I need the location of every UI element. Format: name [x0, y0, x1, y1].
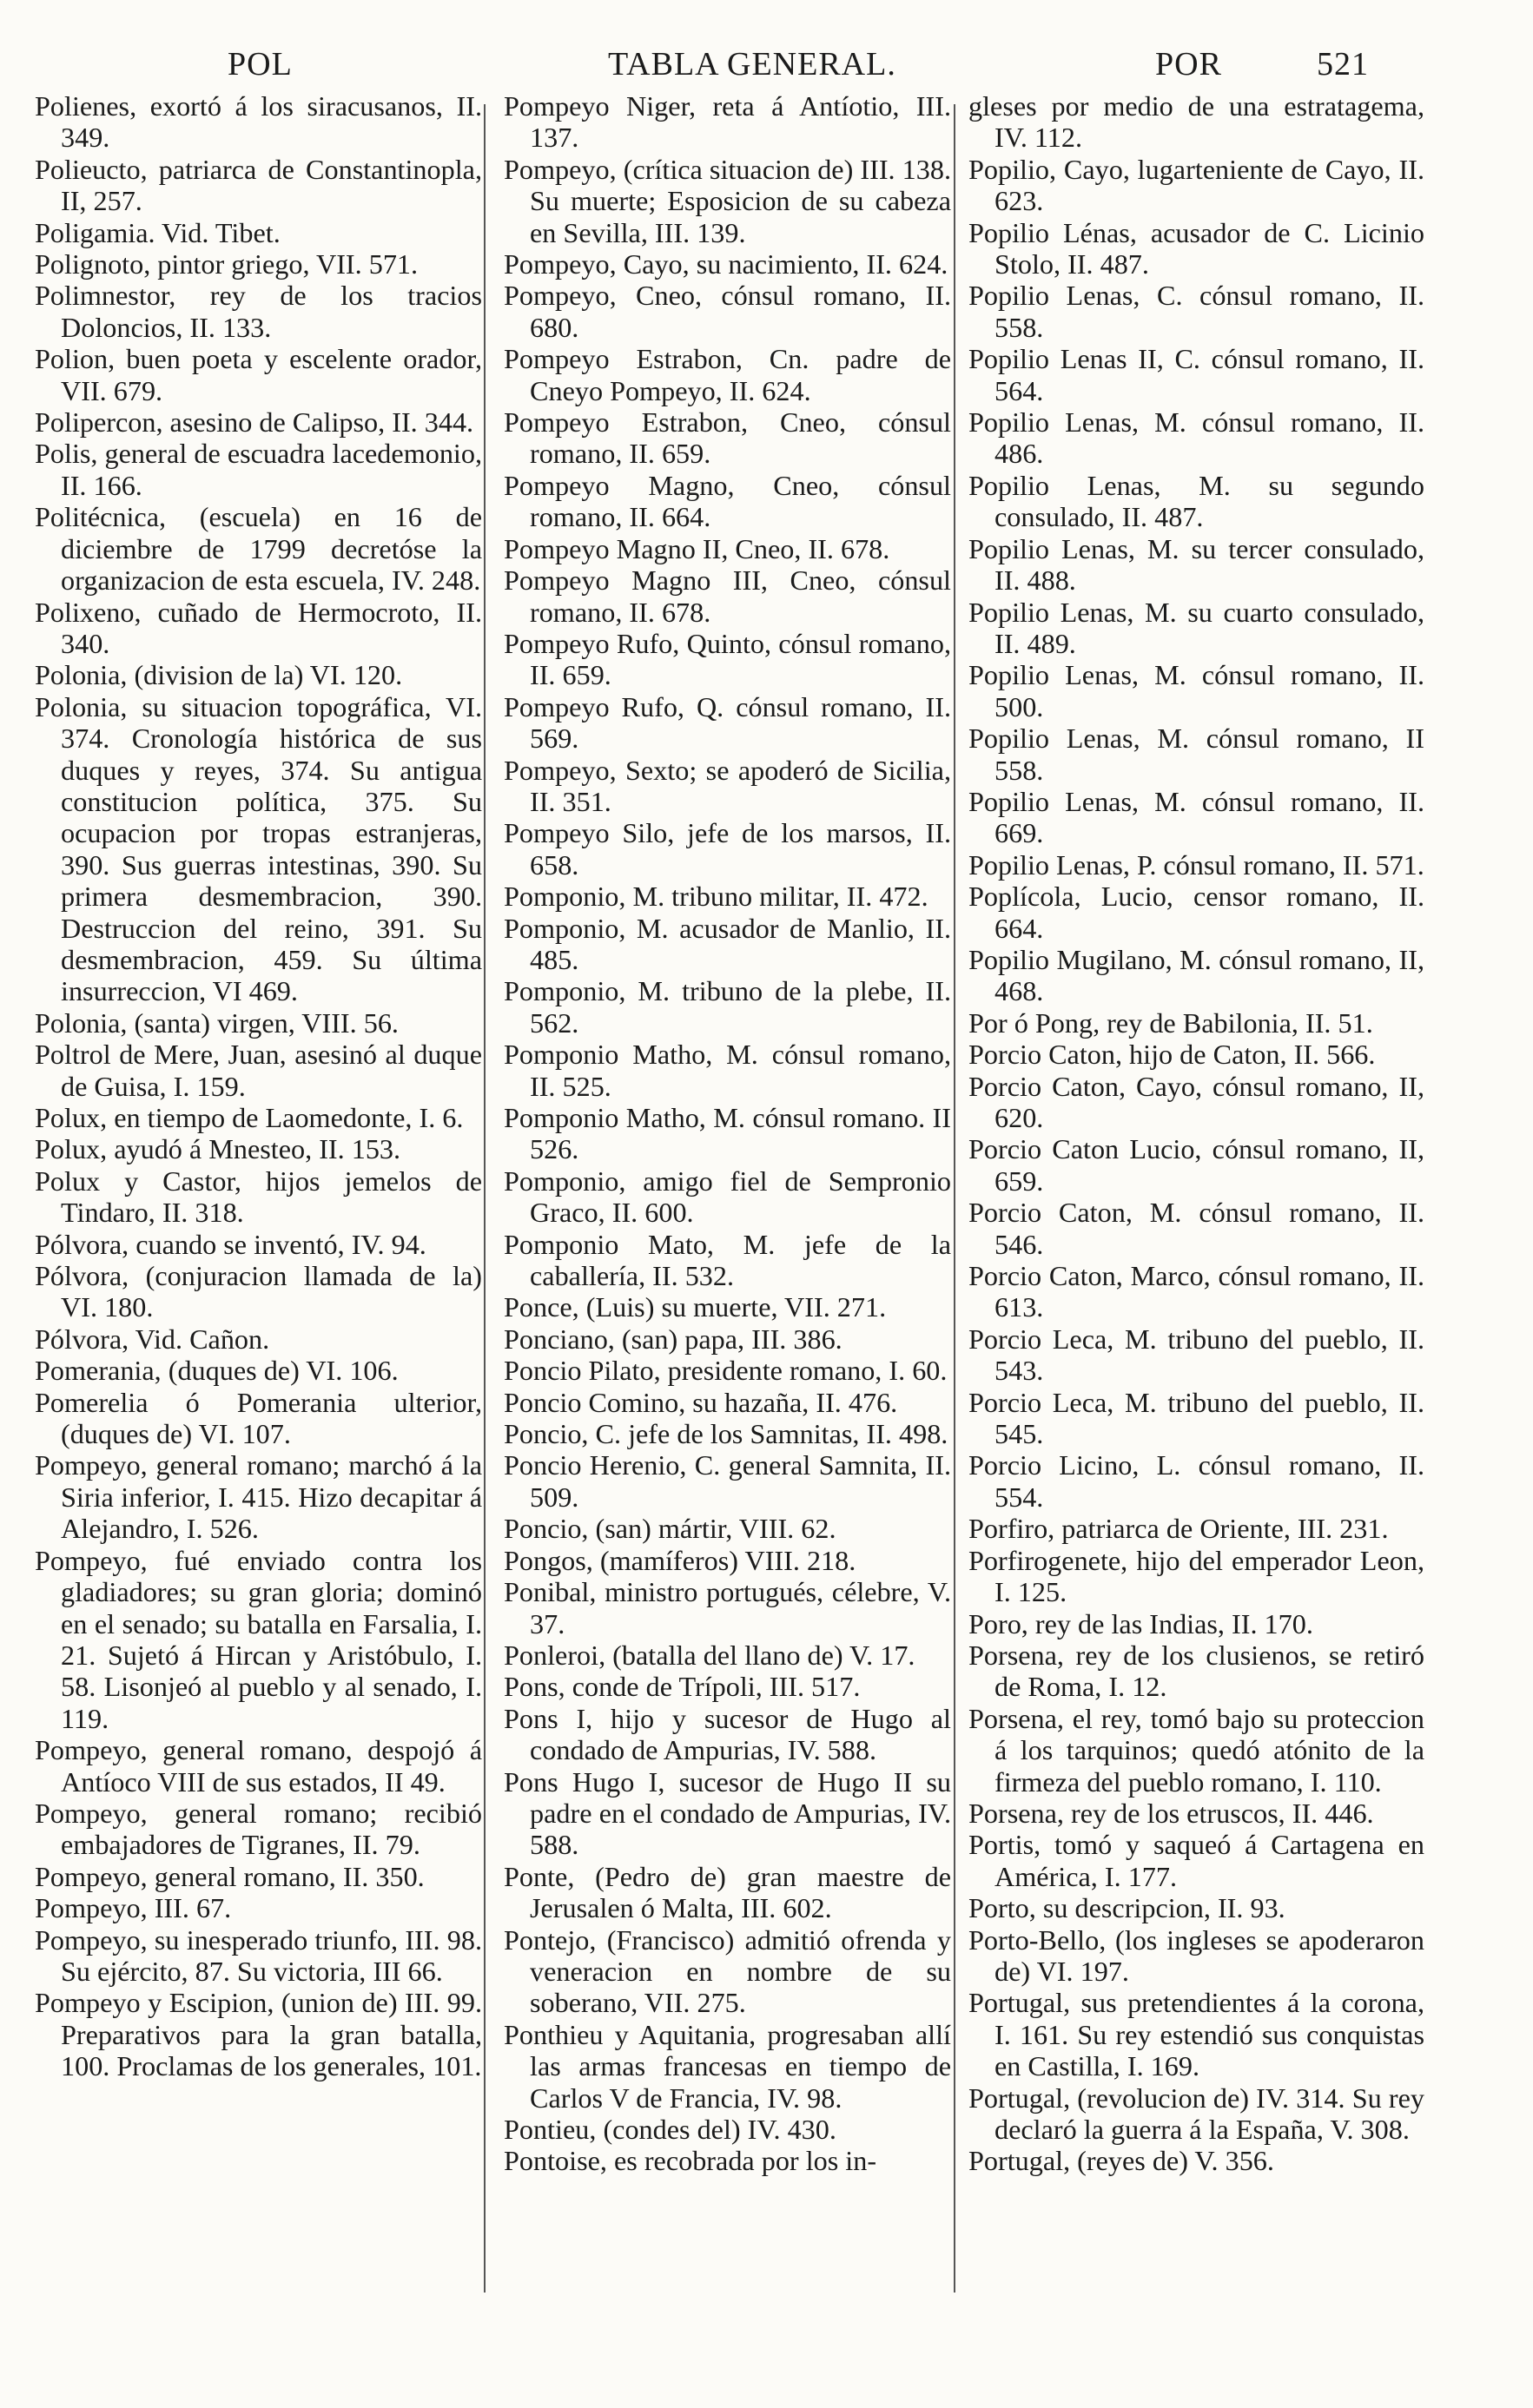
index-entry: Porsena, el rey, tomó bajo su proteccion á los tarquinos; quedó atónito de la firmeza del pueblo romano, I. 110.	[968, 1702, 1424, 1798]
index-entry: Portis, tomó y saqueó á Cartagena en América, I. 177.	[968, 1829, 1424, 1892]
index-entry: Porcio Caton, Cayo, cónsul romano, II, 620.	[968, 1070, 1424, 1133]
index-entry: Popilio Lenas, M. cónsul romano, II. 486.	[968, 406, 1424, 470]
index-entry: Polis, general de escuadra lacedemonio, II. 166.	[35, 438, 482, 501]
page-number: 521	[1317, 46, 1369, 82]
index-entry: Popilio Mugilano, M. cónsul romano, II, 468.	[968, 943, 1424, 1007]
index-entry: Porsena, rey de los clusienos, se retiró de Roma, I. 12.	[968, 1639, 1424, 1703]
index-entry: Pompeyo Rufo, Quinto, cónsul romano, II. 659.	[504, 627, 951, 691]
index-entry: Poncio, (san) mártir, VIII. 62.	[504, 1513, 836, 1545]
index-entry: Pólvora, (conjuracion llamada de la) VI. 180.	[35, 1260, 482, 1323]
column-divider	[954, 104, 955, 2293]
index-entry: Porcio Caton Lucio, cónsul romano, II, 659.	[968, 1133, 1424, 1197]
index-entry: Popilio Lenas, M. cónsul romano, II 558.	[968, 722, 1424, 786]
index-entry: Porfiro, patriarca de Oriente, III. 231.	[968, 1513, 1389, 1545]
index-entry: Portugal, sus pretendientes á la corona, I. 161. Su rey estendió sus conquistas en Castilla, I. 169.	[968, 1987, 1424, 2082]
index-entry: Pomponio Matho, M. cónsul romano. II 526.	[504, 1102, 951, 1165]
index-entry: Poplícola, Lucio, censor romano, II. 664.	[968, 881, 1424, 944]
index-entry: Ponce, (Luis) su muerte, VII. 271.	[504, 1291, 887, 1323]
index-entry: Poncio Comino, su hazaña, II. 476.	[504, 1386, 898, 1418]
index-entry: Polux, en tiempo de Laomedonte, I. 6.	[35, 1102, 464, 1133]
index-entry: Poncio Herenio, C. general Samnita, II. 509.	[504, 1449, 951, 1513]
index-entry: Pomponio, amigo fiel de Sempronio Graco, II. 600.	[504, 1164, 951, 1229]
index-entry: Pompeyo, Cayo, su nacimiento, II. 624.	[504, 248, 948, 280]
index-column-2	[504, 90, 951, 2177]
index-entry: Porcio Leca, M. tribuno del pueblo, II. 543.	[968, 1323, 1424, 1387]
index-entry: Polixeno, cuñado de Hermocroto, II. 340.	[35, 596, 482, 659]
index-entry: Poltrol de Mere, Juan, asesinó al duque de Guisa, I. 159.	[35, 1039, 482, 1102]
index-entry: Popilio Lénas, acusador de C. Licinio Stolo, II. 487.	[968, 216, 1424, 280]
index-entry: Pons, conde de Trípoli, III. 517.	[504, 1671, 861, 1703]
index-entry: Popilio Lenas, M. su segundo consulado, II. 487.	[968, 469, 1424, 533]
index-entry: Polieucto, patriarca de Constantinopla, II, 257.	[35, 153, 482, 217]
running-head-left: POL	[228, 46, 293, 82]
index-entry: Popilio Lenas, P. cónsul romano, II. 571.	[968, 848, 1424, 881]
column-divider	[484, 104, 486, 2293]
index-entry: Politécnica, (escuela) en 16 de diciembre de 1799 decretóse la organizacion de esta escuela, IV. 248.	[35, 501, 482, 597]
index-entry: Pomponio Mato, M. jefe de la caballería, II. 532.	[504, 1228, 951, 1292]
index-entry: Pompeyo, general romano; recibió embajadores de Tigranes, II. 79.	[35, 1797, 482, 1861]
index-entry: Ponibal, ministro portugués, célebre, V. 37.	[504, 1576, 951, 1639]
index-entry: Poncio, C. jefe de los Samnitas, II. 498.	[504, 1418, 948, 1450]
index-entry: Poro, rey de las Indias, II. 170.	[968, 1607, 1313, 1639]
index-entry: Pompeyo Rufo, Q. cónsul romano, II. 569.	[504, 690, 951, 755]
index-entry: Pompeyo, su inesperado triunfo, III. 98. Su ejército, 87. Su victoria, III 66.	[35, 1923, 482, 1987]
index-entry: Polipercon, asesino de Calipso, II. 344.	[35, 406, 474, 439]
index-entry: Pompeyo, general romano; marchó á la Siria inferior, I. 415. Hizo decapitar á Alejandro, I. 526.	[35, 1449, 482, 1545]
index-entry: Polimnestor, rey de los tracios Doloncios, II. 133.	[35, 280, 482, 343]
index-entry: gleses por medio de una estratagema, IV. 112.	[968, 90, 1424, 154]
index-entry: Popilio Lenas II, C. cónsul romano, II. 564.	[968, 343, 1424, 406]
index-entry: Pomponio, M. tribuno militar, II. 472.	[504, 881, 928, 913]
index-entry: Pomponio, M. tribuno de la plebe, II. 562.	[504, 975, 951, 1039]
index-entry: Popilio Lenas, M. su cuarto consulado, II. 489.	[968, 596, 1424, 659]
index-entry: Pólvora, Vid. Cañon.	[35, 1323, 270, 1355]
index-entry: Pompeyo Silo, jefe de los marsos, II. 658.	[504, 817, 951, 881]
index-entry: Popilio Lenas, M. su tercer consulado, II. 488.	[968, 532, 1424, 597]
index-entry: Popilio Lenas, M. cónsul romano, II. 669.	[968, 785, 1424, 849]
index-entry: Popilio Lenas, M. cónsul romano, II. 500.	[968, 659, 1424, 722]
index-entry: Pompeyo, (crítica situacion de) III. 138. Su muerte; Esposicion de su cabeza en Sevilla, III. 139.	[504, 153, 951, 248]
index-entry: Pompeyo Estrabon, Cn. padre de Cneyo Pompeyo, II. 624.	[504, 343, 951, 406]
index-entry: Polion, buen poeta y escelente orador, VII. 679.	[35, 343, 482, 406]
index-entry: Poncio Pilato, presidente romano, I. 60.	[504, 1355, 948, 1387]
index-entry: Pompeyo Magno II, Cneo, II. 678.	[504, 532, 890, 564]
index-entry: Porto, su descripcion, II. 93.	[968, 1892, 1285, 1924]
index-entry: Pompeyo, fué enviado contra los gladiadores; su gran gloria; dominó en el senado; su batalla en Farsalia, I. 21. Sujetó á Hircan y Aristóbulo, I. 58. Lisonjeó al pueblo y al senado, I. 119.	[35, 1544, 482, 1734]
index-entry: Pomerelia ó Pomerania ulterior, (duques de) VI. 107.	[35, 1386, 482, 1450]
index-entry: Pompeyo Magno, Cneo, cónsul romano, II. 664.	[504, 469, 951, 533]
index-entry: Pólvora, cuando se inventó, IV. 94.	[35, 1228, 426, 1260]
index-entry: Portugal, (reyes de) V. 356.	[968, 2145, 1274, 2177]
index-entry: Porcio Licino, L. cónsul romano, II. 554.	[968, 1449, 1424, 1513]
index-entry: Pomerania, (duques de) VI. 106.	[35, 1355, 399, 1387]
index-entry: Porcio Caton, Marco, cónsul romano, II. 613.	[968, 1260, 1424, 1323]
index-entry: Pompeyo Estrabon, Cneo, cónsul romano, II. 659.	[504, 406, 951, 470]
index-entry: Polux, ayudó á Mnesteo, II. 153.	[35, 1133, 401, 1165]
index-entry: Pomponio, M. acusador de Manlio, II. 485.	[504, 912, 951, 975]
index-entry: Ponleroi, (batalla del llano de) V. 17.	[504, 1639, 915, 1671]
index-entry: Pongos, (mamíferos) VIII. 218.	[504, 1544, 856, 1576]
index-entry: Pompeyo y Escipion, (union de) III. 99. Preparativos para la gran batalla, 100. Proclamas de los generales, 101.	[35, 1987, 482, 2082]
index-entry: Pompeyo, III. 67.	[35, 1892, 232, 1924]
index-entry: Porsena, rey de los etruscos, II. 446.	[968, 1797, 1374, 1829]
index-entry: Pons I, hijo y sucesor de Hugo al condado de Ampurias, IV. 588.	[504, 1702, 951, 1766]
index-entry: Polonia, su situacion topográfica, VI. 374. Cronología histórica de sus duques y reyes, 374. Su antigua constitucion política, 375. Su ocupacion por tropas estranjeras, 390. Sus guerras intestinas, 390. Su primera desmembracion, 390. Destruccion del reino, 391. Su desmembracion, 459. Su última insurreccion, VI 469.	[35, 690, 482, 1007]
index-entry: Popilio Lenas, C. cónsul romano, II. 558.	[968, 280, 1424, 343]
index-entry: Porcio Leca, M. tribuno del pueblo, II. 545.	[968, 1386, 1424, 1450]
index-entry: Polonia, (division de la) VI. 120.	[35, 659, 403, 691]
index-entry: Por ó Pong, rey de Babilonia, II. 51.	[968, 1006, 1373, 1039]
index-entry: Pontieu, (condes del) IV. 430.	[504, 2114, 836, 2145]
running-head-title: TABLA GENERAL.	[608, 46, 896, 82]
index-entry: Porcio Caton, M. cónsul romano, II. 546.	[968, 1197, 1424, 1260]
running-head-right: POR	[1155, 46, 1222, 82]
index-entry: Pomponio Matho, M. cónsul romano, II. 525.	[504, 1039, 951, 1102]
index-entry: Polienes, exortó á los siracusanos, II. 349.	[35, 90, 482, 154]
index-entry: Porto-Bello, (los ingleses se apoderaron de) VI. 197.	[968, 1923, 1424, 1987]
index-entry: Porcio Caton, hijo de Caton, II. 566.	[968, 1039, 1376, 1071]
index-entry: Porfirogenete, hijo del emperador Leon, I. 125.	[968, 1544, 1424, 1608]
index-entry: Polignoto, pintor griego, VII. 571.	[35, 248, 419, 280]
index-entry: Ponte, (Pedro de) gran maestre de Jerusalen ó Malta, III. 602.	[504, 1860, 951, 1924]
index-entry: Pompeyo, general romano, despojó á Antíoco VIII de sus estados, II 49.	[35, 1734, 482, 1798]
index-entry: Poligamia. Vid. Tibet.	[35, 216, 281, 248]
index-entry: Polonia, (santa) virgen, VIII. 56.	[35, 1006, 399, 1039]
index-entry: Pompeyo, general romano, II. 350.	[35, 1860, 425, 1892]
index-column-3	[968, 90, 1424, 2177]
index-entry: Portugal, (revolucion de) IV. 314. Su rey declaró la guerra á la España, V. 308.	[968, 2081, 1424, 2145]
index-entry: Ponthieu y Aquitania, progresaban allí las armas francesas en tiempo de Carlos V de Francia, IV. 98.	[504, 2018, 951, 2114]
index-entry: Ponciano, (san) papa, III. 386.	[504, 1323, 842, 1355]
index-entry: Pontoise, es recobrada por los in-	[504, 2145, 877, 2177]
index-column-1	[35, 90, 482, 2082]
index-entry: Popilio, Cayo, lugarteniente de Cayo, II. 623.	[968, 153, 1424, 217]
index-entry: Pompeyo, Sexto; se apoderó de Sicilia, II. 351.	[504, 754, 951, 817]
index-entry: Pontejo, (Francisco) admitió ofrenda y veneracion en nombre de su soberano, VII. 275.	[504, 1923, 951, 2019]
index-entry: Pompeyo Magno III, Cneo, cónsul romano, II. 678.	[504, 564, 951, 628]
index-entry: Pons Hugo I, sucesor de Hugo II su padre en el condado de Ampurias, IV. 588.	[504, 1765, 951, 1861]
index-entry: Pompeyo Niger, reta á Antíotio, III. 137.	[504, 90, 951, 154]
index-entry: Polux y Castor, hijos jemelos de Tindaro, II. 318.	[35, 1164, 482, 1229]
index-entry: Pompeyo, Cneo, cónsul romano, II. 680.	[504, 280, 951, 343]
